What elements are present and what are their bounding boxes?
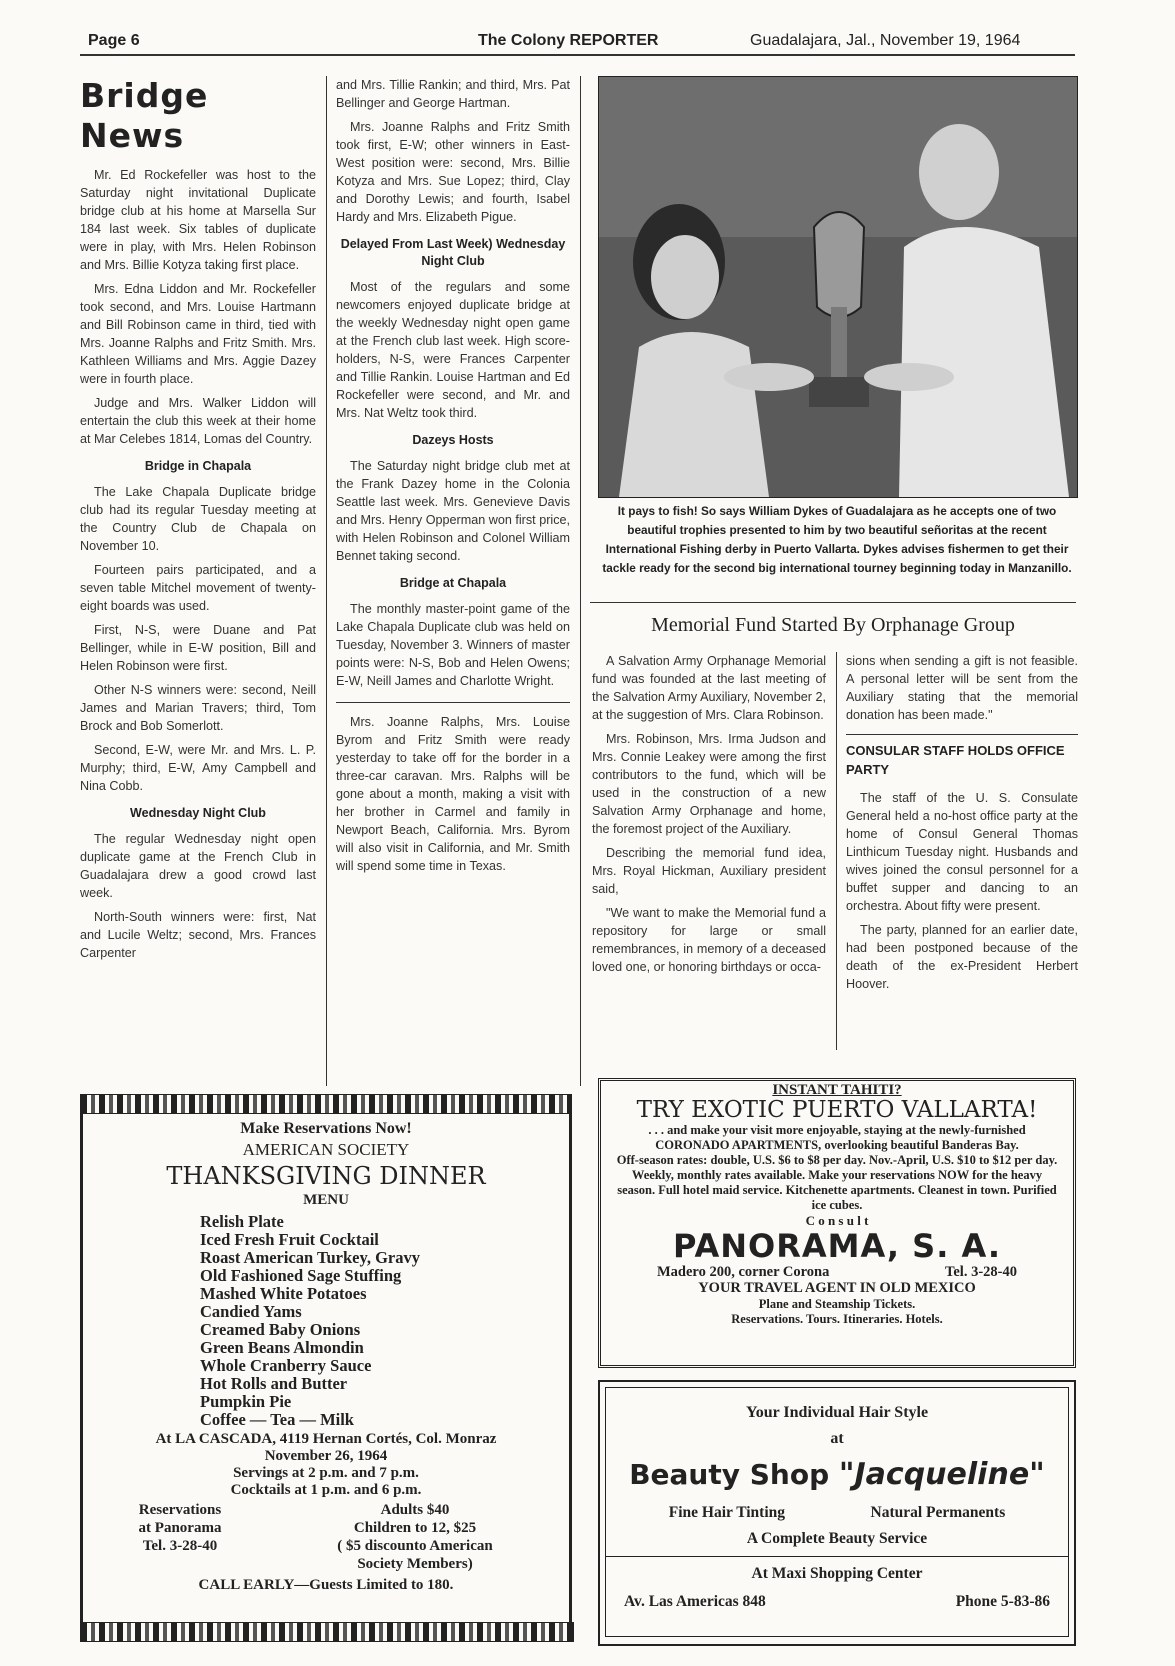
subhead-delayed-wednesday: Delayed From Last Week) Wednesday Night Club — [340, 237, 566, 268]
article-paragraph: The Lake Chapala Duplicate bridge club had its regular Tuesday meeting at the Country Club de Chapala on November 10. — [80, 485, 316, 553]
menu-item: Roast American Turkey, Gravy — [200, 1248, 421, 1267]
shop-phone: Phone 5-83-86 — [955, 1593, 1050, 1610]
subhead-bridge-in-chapala: Bridge in Chapala — [144, 459, 252, 473]
menu-item: Hot Rolls and Butter — [200, 1374, 348, 1393]
article-paragraph: First, N-S, were Duane and Pat Bellinger, while in E-W position, Bill and Helen Robinson were first. — [80, 623, 316, 673]
page-number: Page 6 — [88, 32, 140, 49]
article-paragraph: The Saturday night bridge club met at the Frank Dazey home in the Colonia Seattle last week. Mrs. Genevieve Davis and Mrs. Henry Opperman won first price, with Helen Robinson and Colonel William Bennet taking second. — [336, 459, 570, 563]
article-paragraph: The staff of the U. S. Consulate General held a no-host office party at the home of Consul General Thomas Linthicum Tuesday night. Husbands and wives joined the consul personnel for a buffet supper and dancing to an orchestra. About fifty were present. — [846, 791, 1078, 913]
ad-body: Off-season rates: double, U.S. $6 to $8 per day. Nov.-April, U.S. $10 to $12 per day. Weekly, monthly rates available. Make your reservations NOW for the heavy season. Full hotel maid service. Kitchenette apartments. Cleanest in town. Purified ice cubes. — [616, 1153, 1058, 1212]
ad-line: Your Individual Hair Style — [745, 1404, 929, 1421]
shop-location: At Maxi Shopping Center — [751, 1565, 923, 1582]
menu-item: Whole Cranberry Sauce — [200, 1356, 372, 1375]
ad-title: THANKSGIVING DINNER — [166, 1162, 486, 1190]
dateline: Guadalajara, Jal., November 19, 1964 — [750, 32, 1021, 49]
price-discount-note: Society Members) — [357, 1556, 473, 1572]
ad-line: Make Reservations Now! — [240, 1120, 412, 1137]
consult-label: C o n s u l t — [805, 1213, 869, 1228]
article-paragraph: Mrs. Joanne Ralphs, Mrs. Louise Byrom and Fritz Smith were ready yesterday to take off for the border in a three-car caravan. Mrs. Ralphs will be gone about a month, making a visit with her brother in Carmel and family in Newport Beach, California. Mrs. Byrom will also visit in California, and Mr. Smith will spend some time in Texas. — [336, 715, 570, 873]
prices-block — [280, 1501, 550, 1573]
panorama-tagline: YOUR TRAVEL AGENT IN OLD MEXICO — [698, 1280, 976, 1296]
bridge-news-continued-column — [336, 76, 570, 881]
article-paragraph: North-South winners were: first, Nat and Lucile Weltz; second, Mrs. Frances Carpenter — [80, 910, 316, 960]
panorama-service: Reservations. Tours. Itineraries. Hotels. — [731, 1312, 943, 1326]
service-item: Fine Hair Tinting — [668, 1504, 786, 1521]
article-paragraph: sions when sending a gift is not feasible. A personal letter will be sent from the Auxiliary stating that the memorial donation has been made." — [846, 654, 1078, 722]
article-paragraph: The regular Wednesday night open duplicate game at the French Club in Guadalajara drew a good crowd last week. — [80, 832, 316, 900]
service-item: A Complete Beauty Service — [746, 1530, 928, 1547]
article-paragraph: Judge and Mrs. Walker Liddon will entertain the club this week at their home at Mar Celebes 1814, Lomas del Country. — [80, 396, 316, 446]
thanksgiving-dinner-ad — [80, 1094, 572, 1642]
article-paragraph: The party, planned for an earlier date, had been postponed because of the death of the ex-President Herbert Hoover. — [846, 923, 1078, 991]
article-paragraph: Mr. Ed Rockefeller was host to the Saturday night invitational Duplicate bridge club at his home at Marsella Sur 184 last week. Six tables of duplicate were in play, with Mrs. Helen Robinson and Mrs. Billie Kotyza taking first place. — [80, 168, 316, 272]
venue: At LA CASCADA, 4119 Hernan Cortés, Col. Monraz — [155, 1431, 497, 1447]
service-item: Natural Permanents — [870, 1504, 1006, 1521]
bridge-news-column — [80, 76, 316, 968]
article-paragraph: A Salvation Army Orphanage Memorial fund was founded at the last meeting of the Salvation Army Auxiliary, November 2, at the suggestion of Mrs. Clara Robinson. — [592, 654, 826, 722]
bridge-news-title: Bridge News — [80, 76, 209, 155]
price-children: Children to 12, $25 — [353, 1520, 477, 1536]
panorama-address: Madero 200, corner Corona — [657, 1264, 830, 1280]
article-paragraph: Most of the regulars and some newcomers enjoyed duplicate bridge at the weekly Wednesday night open game at the French club last week. High score-holders, N-S, were Frances Carpenter and Tillie Rankin. Louise Hartman and Ed Rockefeller were second, and Mr. and Mrs. Nat Weltz took third. — [336, 280, 570, 420]
reservations-block — [80, 1501, 280, 1573]
article-paragraph: Mrs. Joanne Ralphs and Fritz Smith took first, E-W; other winners in East-West position were: second, Mrs. Billie Kotyza and Mrs. Sue Lopez; third, Clay and Dorothy Lewis; and fourth, Isabel Hardy and Mrs. Elizabeth Pigue. — [336, 120, 570, 224]
ad-line: AMERICAN SOCIETY — [242, 1140, 410, 1159]
menu-item: Creamed Baby Onions — [200, 1320, 361, 1339]
photo-illustration — [599, 77, 1077, 497]
article-paragraph: Describing the memorial fund idea, Mrs. Royal Hickman, Auxiliary president said, — [592, 846, 826, 896]
price-discount: ( $5 discounto American — [337, 1538, 493, 1554]
memorial-headline: Memorial Fund Started By Orphanage Group — [651, 614, 1015, 636]
photo-caption: It pays to fish! So says William Dykes of Guadalajara as he accepts one of two beautiful trophies presented to him by two beautiful señoritas at the recent International Fishing derby in Puerto Vallarta. Dykes advises fishermen to get their tackle ready for the second big international tourney beginning today in Manzanillo. — [602, 504, 1072, 575]
article-paragraph: Mrs. Edna Liddon and Mr. Rockefeller took second, and Mrs. Louise Hartmann and Bill Robinson came in third, tied with Mrs. Joanne Ralphs and Fritz Smith. Mrs. Kathleen Williams and Mrs. Aggie Dazey were in fourth place. — [80, 282, 316, 386]
ad-line: at — [830, 1430, 844, 1447]
panorama-service: Plane and Steamship Tickets. — [758, 1297, 916, 1311]
panorama-travel-ad — [598, 1078, 1076, 1368]
article-paragraph: Other N-S winners were: second, Neill James and Marian Travers; third, Tom Brock and Bob Somerlott. — [80, 683, 316, 733]
reservations-label: Reservations — [138, 1502, 222, 1518]
call-early: CALL EARLY—Guests Limited to 180. — [198, 1577, 454, 1593]
menu-item: Mashed White Potatoes — [200, 1284, 367, 1303]
beauty-shop-brand: "Jacqueline" — [838, 1457, 1045, 1492]
subhead-wednesday-night-club: Wednesday Night Club — [130, 806, 266, 820]
trophy-photo — [598, 76, 1078, 498]
menu-list — [80, 1213, 572, 1429]
beauty-shop-name: Beauty Shop — [629, 1458, 830, 1491]
subhead-dazeys-hosts: Dazeys Hosts — [412, 433, 494, 447]
article-paragraph: and Mrs. Tillie Rankin; and third, Mrs. Pat Bellinger and George Hartman. — [336, 78, 570, 110]
menu-item: Relish Plate — [200, 1212, 284, 1231]
consular-headline: CONSULAR STAFF HOLDS OFFICE PARTY — [846, 743, 1065, 777]
cocktails: Cocktails at 1 p.m. and 6 p.m. — [230, 1482, 422, 1498]
article-paragraph: Mrs. Robinson, Mrs. Irma Judson and Mrs. Connie Leakey were among the first contributors to the fund, which will be used in the construction of a new Salvation Army Orphanage and home, the foremost project of the Auxiliary. — [592, 732, 826, 836]
ad-headline: TRY EXOTIC PUERTO VALLARTA! — [636, 1097, 1038, 1123]
reservations-tel: Tel. 3-28-40 — [142, 1538, 218, 1554]
ad-body: . . . and make your visit more enjoyable, staying at the newly-furnished CORONADO APARTMENTS, overlooking beautiful Banderas Bay. — [648, 1123, 1026, 1152]
subhead-bridge-at-chapala: Bridge at Chapala — [399, 576, 507, 590]
price-adults: Adults $40 — [380, 1502, 450, 1518]
dinner-date: November 26, 1964 — [264, 1448, 388, 1464]
menu-item: Iced Fresh Fruit Cocktail — [200, 1230, 379, 1249]
panorama-name: PANORAMA, S. A. — [672, 1227, 1002, 1265]
menu-item: Candied Yams — [200, 1302, 302, 1321]
menu-item: Coffee — Tea — Milk — [200, 1410, 354, 1429]
article-paragraph: Second, E-W, were Mr. and Mrs. L. P. Murphy; third, E-W, Amy Campbell and Nina Cobb. — [80, 743, 316, 793]
reservations-place: at Panorama — [138, 1520, 222, 1536]
article-paragraph: Fourteen pairs participated, and a seven table Mitchel movement of twenty-eight boards was used. — [80, 563, 316, 613]
memorial-column-1 — [592, 652, 826, 982]
article-paragraph: The monthly master-point game of the Lake Chapala Duplicate club was held on Tuesday, November 3. Winners of master points were: N-S, Bob and Helen Owens; E-W, Neill James and Charlotte Wright. — [336, 602, 570, 688]
panorama-tel: Tel. 3-28-40 — [945, 1264, 1017, 1280]
menu-item: Green Beans Almondin — [200, 1338, 364, 1357]
article-paragraph: "We want to make the Memorial fund a repository for large or small remembrances, in memory of a deceased loved one, or honoring birthdays or occa- — [592, 906, 826, 974]
memorial-column-2 — [846, 652, 1078, 999]
newspaper-name: The Colony REPORTER — [478, 32, 659, 49]
servings: Servings at 2 p.m. and 7 p.m. — [233, 1465, 419, 1481]
beauty-shop-ad — [598, 1380, 1076, 1646]
ad-kicker: INSTANT TAHITI? — [772, 1082, 902, 1098]
menu-heading: MENU — [303, 1192, 349, 1208]
shop-address: Av. Las Americas 848 — [624, 1593, 766, 1610]
menu-item: Pumpkin Pie — [200, 1392, 292, 1411]
menu-item: Old Fashioned Sage Stuffing — [200, 1266, 402, 1285]
